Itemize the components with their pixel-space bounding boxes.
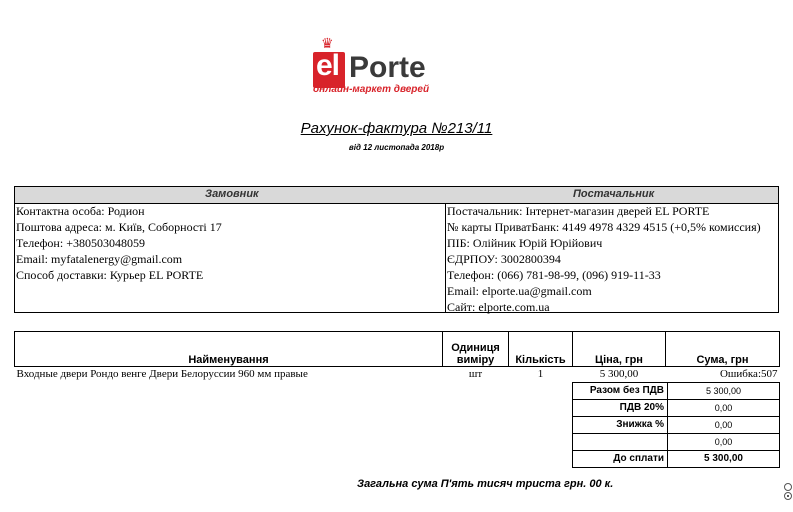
logo-porte-text: Porte (349, 51, 426, 84)
header-qty: Кількість (509, 332, 573, 367)
item-price: 5 300,00 (599, 368, 639, 380)
radio-option-2[interactable] (784, 492, 792, 500)
items-table (14, 331, 780, 381)
items-header-row (15, 332, 780, 367)
radio-option-1[interactable] (784, 483, 792, 491)
item-qty: 1 (537, 368, 544, 380)
supplier-card: № карты ПриватБанк: 4149 4978 4329 4515 (+0,5% комиссия) (447, 220, 761, 234)
item-sum: Ошибка:507 (719, 368, 778, 380)
totals-table (572, 382, 780, 468)
invoice-date: від 12 листопада 2018р (348, 143, 445, 152)
extra-value: 0,00 (668, 434, 780, 451)
subtotal-row (573, 383, 780, 400)
parties-header-row (15, 187, 778, 204)
customer-email: Email: myfatalenergy@gmail.com (16, 252, 183, 266)
table-row (15, 367, 780, 382)
supplier-email: Email: elporte.ua@gmail.com (447, 284, 592, 298)
elporte-logo (313, 36, 463, 100)
header-sum: Сума, грн (666, 332, 780, 367)
supplier-edrpou: ЄДРПОУ: 3002800394 (447, 252, 561, 266)
supplier-phone: Телефон: (066) 781-98-99, (096) 919-11-33 (447, 268, 661, 282)
supplier-site: Сайт: elporte.com.ua (447, 300, 550, 314)
customer-contact: Контактна особа: Родион (16, 204, 145, 218)
total-value: 5 300,00 (668, 451, 780, 468)
invoice-title: Рахунок-фактура №213/11 (300, 120, 493, 137)
supplier-name: Постачальник: Інтернет-магазин дверей EL PORTE (447, 204, 710, 218)
item-name: Входные двери Рондо венге Двери Белоруссии 960 мм правые (16, 368, 308, 380)
discount-row (573, 417, 780, 434)
logo-tagline: онлайн-маркет дверей (313, 84, 430, 95)
discount-label: Знижка % (573, 417, 668, 434)
discount-value: 0,00 (668, 417, 780, 434)
supplier-column (445, 203, 781, 312)
customer-delivery: Способ доставки: Курьер EL PORTE (16, 268, 204, 282)
extra-label (573, 434, 668, 451)
customer-phone: Телефон: +380503048059 (16, 236, 145, 250)
header-unit: Одиниця виміру (443, 332, 509, 367)
item-unit: шт (468, 368, 483, 380)
logo-el-text: el (316, 49, 340, 82)
crown-icon: ♛ (321, 37, 334, 52)
header-price: Ціна, грн (573, 332, 666, 367)
customer-address: Поштова адреса: м. Київ, Соборності 17 (16, 220, 222, 234)
vat-label: ПДВ 20% (573, 400, 668, 417)
subtotal-value: 5 300,00 (668, 383, 780, 400)
total-label: До сплати (573, 451, 668, 468)
vat-value: 0,00 (668, 400, 780, 417)
header-name: Найменування (15, 332, 443, 367)
customer-header: Замовник (205, 188, 259, 200)
vat-row (573, 400, 780, 417)
grand-total-words: Загальна сума П'ять тисяч триста грн. 00 к. (357, 478, 614, 490)
supplier-header: Постачальник (573, 188, 655, 200)
supplier-owner: ПІБ: Олійник Юрій Юрійович (447, 236, 603, 250)
total-row (573, 451, 780, 468)
extra-row (573, 434, 780, 451)
subtotal-label: Разом без ПДВ (573, 383, 668, 400)
parties-box (14, 186, 779, 313)
